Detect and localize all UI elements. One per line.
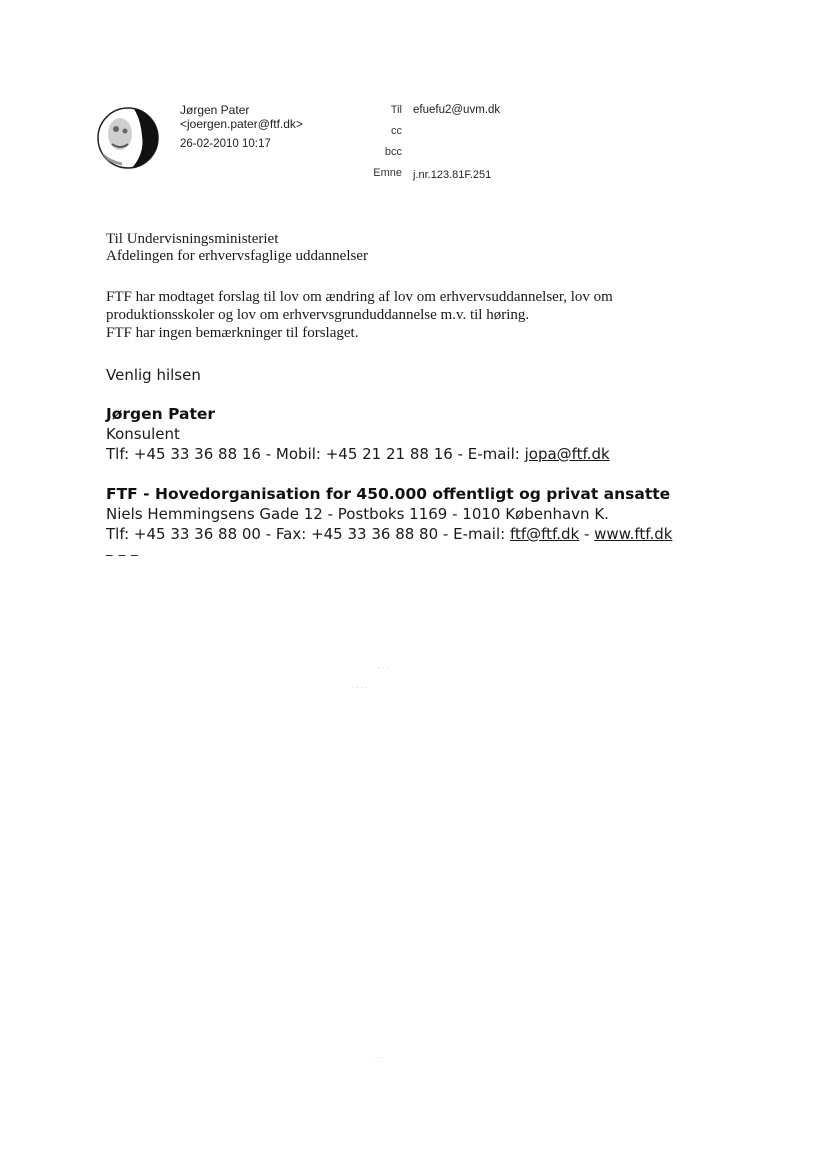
to-value: efuefu2@uvm.dk <box>413 104 501 116</box>
subject-label: Emne <box>373 167 402 179</box>
signature-contact-text: Tlf: +45 33 36 88 16 - Mobil: +45 21 21 88 16 - E-mail: <box>106 445 525 463</box>
greeting: Venlig hilsen <box>106 366 201 384</box>
body-line-1: FTF har modtaget forslag til lov om ændring af lov om erhvervsuddannelser, lov om <box>106 289 613 305</box>
signature-email-link[interactable]: jopa@ftf.dk <box>524 445 610 463</box>
signature-contact <box>106 445 610 463</box>
sender-avatar <box>96 104 160 172</box>
link-separator: - <box>579 525 595 543</box>
signature-name: Jørgen Pater <box>106 405 216 423</box>
subject-value: j.nr.123.81F.251 <box>413 169 492 181</box>
scan-artifact: · · · <box>372 1054 384 1062</box>
signature-title: Konsulent <box>106 425 180 443</box>
body-line-2: produktionsskoler og lov om erhvervsgrunduddannelse m.v. til høring. <box>106 307 530 323</box>
body-line-3: FTF har ingen bemærkninger til forslaget. <box>106 325 359 341</box>
organization-contact <box>106 525 672 543</box>
sender-email: <joergen.pater@ftf.dk> <box>180 117 303 131</box>
to-label: Til <box>390 104 402 116</box>
sender-name: Jørgen Pater <box>180 103 250 117</box>
organization-address: Niels Hemmingsens Gade 12 - Postboks 1169 - 1010 København K. <box>106 505 609 523</box>
cc-label: cc <box>391 125 402 137</box>
organization-website-link[interactable]: www.ftf.dk <box>594 525 673 543</box>
organization-name: FTF - Hovedorganisation for 450.000 offentligt og privat ansatte <box>106 485 671 503</box>
organization-contact-text: Tlf: +45 33 36 88 00 - Fax: +45 33 36 88 80 - E-mail: <box>106 525 510 543</box>
signature-dashes: _ _ _ <box>106 542 139 557</box>
recipient-line-2: Afdelingen for erhvervsfaglige uddannelser <box>106 248 368 264</box>
sent-date: 26-02-2010 10:17 <box>180 138 271 150</box>
scan-artifact: · · · · <box>352 684 368 692</box>
recipient-line-1: Til Undervisningsministeriet <box>106 231 279 247</box>
scan-artifact: · · · <box>378 664 390 672</box>
organization-email-link[interactable]: ftf@ftf.dk <box>509 525 580 543</box>
bcc-label: bcc <box>384 146 402 158</box>
